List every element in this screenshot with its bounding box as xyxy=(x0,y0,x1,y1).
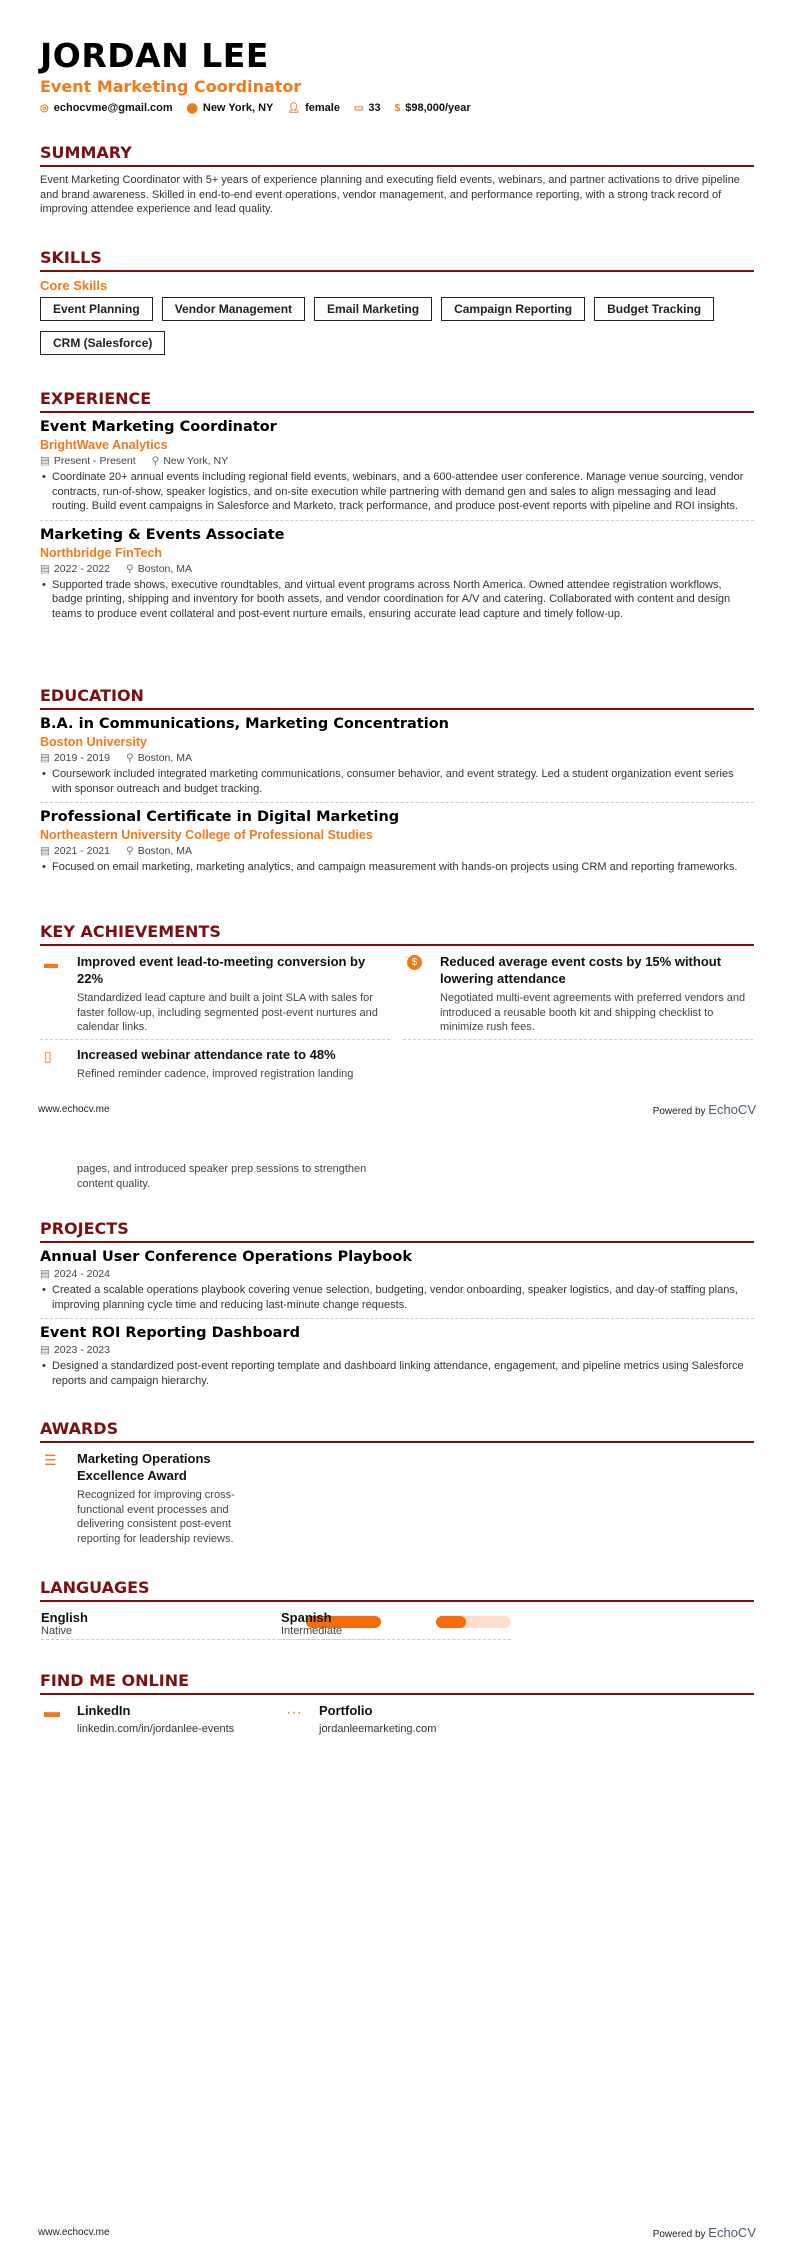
projects-section xyxy=(40,1219,754,1400)
age: 33 xyxy=(368,102,381,114)
language-level: Intermediate xyxy=(281,1625,343,1637)
dates: 2024 - 2024 xyxy=(53,1268,110,1280)
calendar-icon: ▤ xyxy=(40,1268,50,1280)
dates: 2019 - 2019 xyxy=(53,752,110,764)
skill-group-title: Core Skills xyxy=(40,278,108,293)
item-org: Boston University xyxy=(40,735,147,749)
chat-bubble-icon: ▬ xyxy=(44,1704,60,1721)
experience-section xyxy=(40,389,754,633)
online-name: Portfolio xyxy=(319,1703,373,1718)
dates: 2023 - 2023 xyxy=(53,1344,110,1356)
dates: Present - Present xyxy=(53,455,136,467)
section-heading: SUMMARY xyxy=(40,143,754,167)
footer-site[interactable]: www.echocv.me xyxy=(38,2227,110,2238)
achievement-title: Improved event lead-to-meeting conversion by 22% xyxy=(77,954,366,986)
skill-tag: Budget Tracking xyxy=(594,297,714,321)
item-bullet: • Coursework included integrated marketing communications, consumer behavior, and event strategy. Led a student organization event series with sponsor outreach and budget tracking. xyxy=(40,767,754,796)
achievement-item xyxy=(40,953,390,1040)
item-title: Event ROI Reporting Dashboard xyxy=(40,1325,301,1341)
powered-label: Powered by xyxy=(652,2229,706,2240)
achievement-item xyxy=(40,1046,390,1082)
award-title: Marketing Operations Excellence Award xyxy=(77,1451,211,1483)
calendar-icon: ▤ xyxy=(40,562,50,575)
item-title: Professional Certificate in Digital Marketing xyxy=(40,809,400,825)
menu-lines-icon: ☰ xyxy=(44,1452,57,1468)
email[interactable]: echocvme@gmail.com xyxy=(53,102,173,114)
online-link[interactable]: jordanleemarketing.com xyxy=(319,1723,437,1735)
location: Boston, MA xyxy=(137,562,192,575)
achievement-item xyxy=(403,953,753,1040)
award-desc: Recognized for improving cross-functional event processes and delivering consistent post-event reporting for leadership reviews. xyxy=(77,1489,235,1545)
section-heading: LANGUAGES xyxy=(40,1578,754,1602)
salary: $98,000/year xyxy=(405,102,471,114)
item-bullet: • Supported trade shows, executive roundtables, and virtual event programs across North America. Owned attendee registration workflows, badge printing, shipping and inventory for booth assets, and vendor coordination for A/V and catering. Collaborated with content and design teams to produce event collateral and post-event nurture emails, ensuring accurate lead capture and timely follow-up. xyxy=(40,578,754,622)
proficiency-fill xyxy=(436,1616,466,1628)
gender: female xyxy=(305,102,340,114)
section-heading: SKILLS xyxy=(40,248,754,272)
location-icon: ⚲ xyxy=(125,752,134,764)
summary-section xyxy=(40,143,754,217)
dates: 2021 - 2021 xyxy=(53,845,110,857)
online-section xyxy=(40,1671,754,1701)
item-bullet: • Designed a standardized post-event reporting template and dashboard linking attendance, engagement, and pipeline metrics using Salesforce reports and campaign hierarchy. xyxy=(40,1359,754,1388)
language-item xyxy=(281,1610,511,1640)
online-link[interactable]: linkedin.com/in/jordanlee-events xyxy=(77,1723,235,1735)
calendar-icon: ▭ xyxy=(353,103,364,114)
location: New York, NY xyxy=(202,102,274,114)
achievement-desc: pages, and introduced speaker prep sessions to strengthen content quality. xyxy=(77,1163,367,1190)
project-item xyxy=(40,1325,754,1394)
item-title: Marketing & Events Associate xyxy=(40,526,285,543)
online-name: LinkedIn xyxy=(77,1703,131,1718)
experience-item xyxy=(40,419,754,521)
online-item xyxy=(282,1703,532,1735)
skill-tag: Vendor Management xyxy=(162,297,305,321)
achievement-title: Reduced average event costs by 15% without lowering attendance xyxy=(440,954,722,986)
achievement-title: Increased webinar attendance rate to 48% xyxy=(77,1047,336,1062)
calendar-icon: ▤ xyxy=(40,1344,50,1356)
footer-site[interactable]: www.echocv.me xyxy=(38,1104,110,1115)
skill-tag: Email Marketing xyxy=(314,297,432,321)
section-heading: EDUCATION xyxy=(40,686,754,710)
location-icon: ⬤ xyxy=(186,103,198,114)
contact-row xyxy=(40,102,754,114)
language-level: Native xyxy=(41,1625,73,1637)
footer-powered xyxy=(653,2225,756,2240)
footer-powered xyxy=(653,1102,756,1117)
achievements-section xyxy=(40,922,754,952)
achievement-desc: Negotiated multi-event agreements with preferred vendors and introduced a reusable booth kit and shipping checklist to minimize rush fees. xyxy=(440,992,746,1033)
chat-bubble-icon: ▬ xyxy=(44,955,58,971)
brand-logo: EchoCV xyxy=(708,2225,756,2240)
item-org: BrightWave Analytics xyxy=(40,438,168,452)
experience-item xyxy=(40,527,754,628)
section-heading: PROJECTS xyxy=(40,1219,754,1243)
language-name: English xyxy=(41,1610,88,1625)
achievement-desc: Standardized lead capture and built a joint SLA with sales for faster follow-up, including segmented post-event nurtures and calendar links. xyxy=(77,992,378,1033)
item-title: Event Marketing Coordinator xyxy=(40,419,277,435)
education-item xyxy=(40,716,754,803)
education-section xyxy=(40,686,754,887)
item-title: B.A. in Communications, Marketing Concentration xyxy=(40,716,449,732)
item-title: Annual User Conference Operations Playbook xyxy=(40,1249,412,1265)
languages-section xyxy=(40,1578,754,1608)
skill-tag: Campaign Reporting xyxy=(441,297,585,321)
section-heading: EXPERIENCE xyxy=(40,389,754,413)
achievement-continuation xyxy=(40,1162,390,1191)
location-icon: ⚲ xyxy=(125,845,134,857)
awards-section xyxy=(40,1419,754,1449)
section-heading: FIND ME ONLINE xyxy=(40,1671,754,1695)
email-icon: ◎ xyxy=(40,103,49,114)
item-org: Northbridge FinTech xyxy=(40,545,162,560)
location: Boston, MA xyxy=(137,845,192,857)
award-item xyxy=(40,1450,255,1546)
skill-tag: CRM (Salesforce) xyxy=(40,331,165,355)
dollar-icon: $ xyxy=(394,103,401,114)
skill-tag: Event Planning xyxy=(40,297,153,321)
education-item xyxy=(40,809,754,881)
location-icon: ⚲ xyxy=(125,562,134,575)
item-bullet: • Created a scalable operations playbook covering venue selection, budgeting, vendor onboarding, speaker logistics, and day-of staffing plans, improving planning cycle time and reducing last-minute change requests. xyxy=(40,1283,754,1312)
person-icon: 👤︎ xyxy=(287,103,301,114)
candidate-title: Event Marketing Coordinator xyxy=(40,77,302,96)
powered-label: Powered by xyxy=(652,1106,706,1117)
online-item xyxy=(40,1703,290,1735)
calendar-icon: ▤ xyxy=(40,455,50,467)
calendar-icon: ▤ xyxy=(40,845,50,857)
calendar-icon: ▤ xyxy=(40,752,50,764)
location: New York, NY xyxy=(163,455,229,467)
dollar-icon: $ xyxy=(407,955,422,970)
achievement-desc: Refined reminder cadence, improved registration landing xyxy=(77,1068,354,1080)
section-heading: AWARDS xyxy=(40,1419,754,1443)
ellipsis-icon: ··· xyxy=(286,1704,302,1721)
location-icon: ⚲ xyxy=(151,455,160,467)
language-name: Spanish xyxy=(281,1610,332,1625)
resume-header xyxy=(40,36,754,114)
dates: 2022 - 2022 xyxy=(53,562,110,575)
item-bullet: • Focused on email marketing, marketing analytics, and campaign measurement with hands-on projects using CRM and reporting frameworks. xyxy=(40,860,754,875)
proficiency-bar xyxy=(436,1616,511,1628)
summary-text: Event Marketing Coordinator with 5+ years of experience planning and executing field events, webinars, and partner activations to drive pipeline and brand awareness. Skilled in end-to-end event operations, vendor management, and performance reporting, with a strong track record of improving attendee experience and lead quality. xyxy=(40,174,740,215)
project-item xyxy=(40,1249,754,1319)
bookmark-icon: ▯ xyxy=(44,1048,52,1064)
section-heading: KEY ACHIEVEMENTS xyxy=(40,922,754,946)
skills-section xyxy=(40,248,754,355)
brand-logo: EchoCV xyxy=(708,1102,756,1117)
candidate-name: JORDAN LEE xyxy=(40,36,269,75)
item-org: Northeastern University College of Professional Studies xyxy=(40,828,373,842)
location: Boston, MA xyxy=(137,752,192,764)
item-bullet: • Coordinate 20+ annual events including regional field events, webinars, and a 600-attendee user conference. Manage venue sourcing, vendor contracts, run-of-show, speaker logistics, and on-site execution while partnering with demand gen and sales to align messaging and lead routing. Build event campaigns in Salesforce and Marketo, track performance, and produce post-event reports with pipeline and ROI insights. xyxy=(40,470,754,514)
